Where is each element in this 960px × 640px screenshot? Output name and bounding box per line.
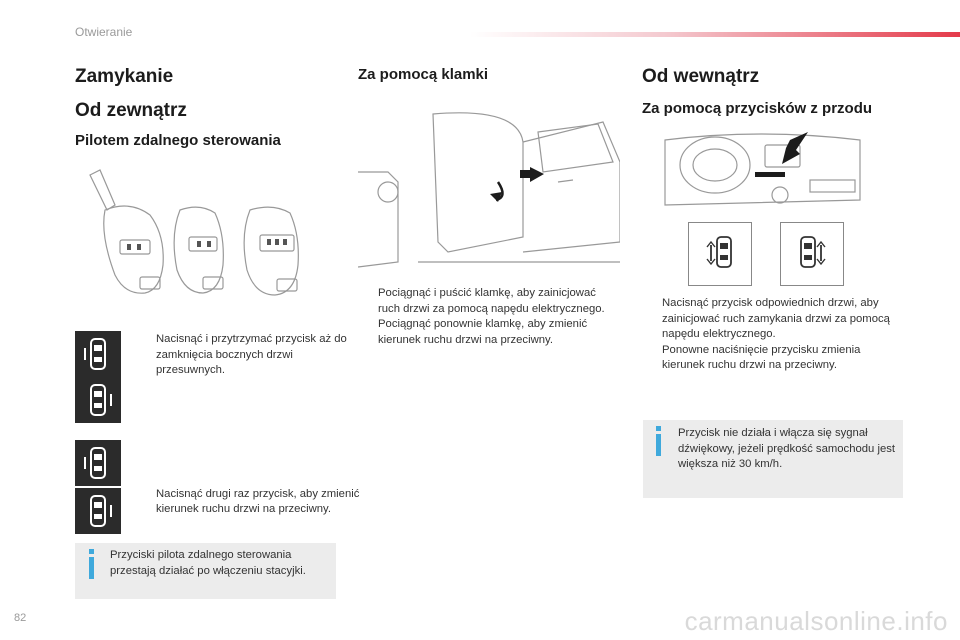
right-bullet-2: Ponowne naciśnięcie przycisku zmienia kierunek ruchu drzwi na przeciwny.	[662, 343, 861, 371]
sliding-door-icon	[358, 102, 620, 272]
right-door-button-glyph-icon	[781, 223, 843, 285]
section-title: Otwieranie	[75, 25, 133, 39]
info-text-pilot: Przyciski pilota zdalnego sterowania przestają działać po włączeniu stacyjki.	[110, 549, 306, 577]
remote-keys-icon	[85, 165, 330, 310]
right-bullet-1: Nacisnąć przycisk odpowiednich drzwi, aby zainicjować ruch zamykania drzwi za pomocą napędu elektrycznego.	[662, 297, 890, 340]
title-od-wewnatrz: Od wewnątrz	[642, 66, 760, 87]
right-door-button-icon	[75, 377, 121, 423]
left-door-button-icon	[75, 331, 121, 377]
middle-bullet-2: Pociągnąć ponownie klamkę, aby zmienić kierunek ruchu drzwi na przeciwny.	[378, 318, 588, 346]
left-door-button-glyph-icon	[689, 223, 751, 285]
info-box-pilot	[75, 543, 336, 599]
right-door-button-icon-2	[75, 488, 121, 534]
step1-text: Nacisnąć i przytrzymać przycisk aż do zamknięcia bocznych drzwi przesuwnych.	[156, 333, 347, 376]
info-text-speed: Przycisk nie działa i włącza się sygnał dźwiękowy, jeżeli prędkość samochodu jest większa niż 30 km/h.	[678, 427, 896, 470]
remote-keys-illustration	[85, 165, 330, 310]
page-number: 82	[14, 612, 27, 624]
heading-pilot: Pilotem zdalnego sterowania	[75, 132, 281, 149]
dashboard-icon	[660, 130, 865, 220]
dashboard-illustration	[660, 130, 865, 220]
info-icon	[656, 434, 661, 456]
subtitle-od-zewnatrz: Od zewnątrz	[75, 100, 187, 121]
left-door-front-button[interactable]	[688, 222, 752, 286]
left-door-button-icon-2	[75, 440, 121, 486]
page-title-zamykanie: Zamykanie	[75, 66, 174, 87]
step2-text: Nacisnąć drugi raz przycisk, aby zmienić kierunek ruchu drzwi na przeciwny.	[156, 487, 360, 515]
door-handle-illustration	[358, 102, 620, 272]
info-box-speed	[643, 420, 903, 498]
watermark: carmanualsonline.info	[684, 606, 948, 636]
right-door-front-button[interactable]	[780, 222, 844, 286]
header-accent-bar	[470, 32, 960, 37]
heading-przyciski: Za pomocą przycisków z przodu	[642, 100, 873, 117]
info-icon	[89, 557, 94, 579]
middle-bullet-list	[358, 286, 620, 348]
right-bullet-list	[642, 296, 904, 374]
middle-bullet-1: Pociągnąć i puścić klamkę, aby zainicjować ruch drzwi za pomocą napędu elektrycznego.	[378, 287, 605, 315]
heading-klamka: Za pomocą klamki	[358, 66, 489, 83]
